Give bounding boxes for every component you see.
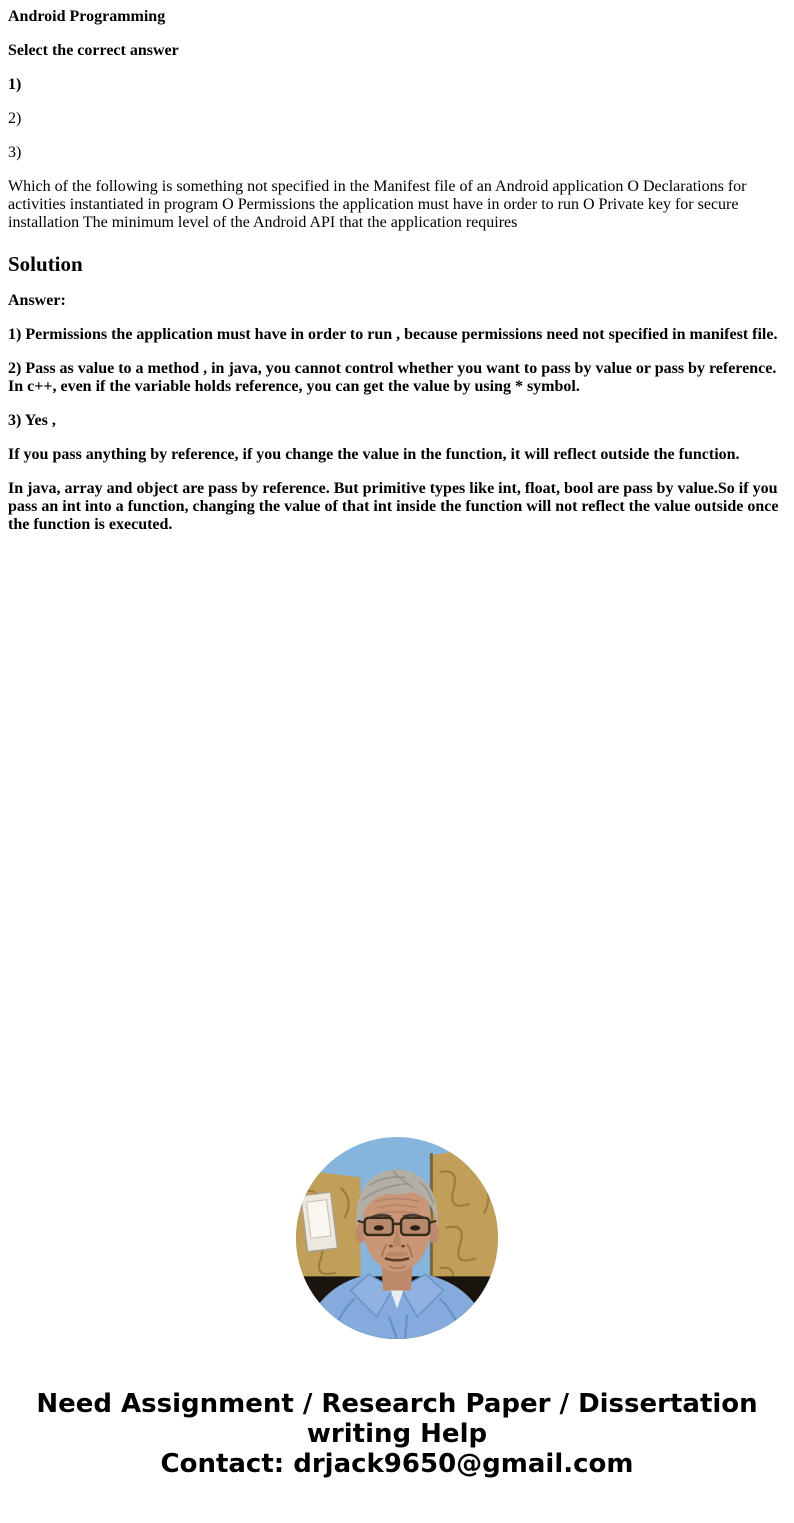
footer-line-1: Need Assignment / Research Paper / Dissertation [36, 1389, 758, 1419]
eye-right [410, 1225, 420, 1230]
option-3-label: 3) [8, 144, 22, 161]
solution-paragraph-4: If you pass anything by reference, if you change the value in the function, it will reflect outside the function. [8, 446, 740, 463]
nostril-right [401, 1245, 405, 1248]
tutor-photo [296, 1137, 498, 1339]
option-1-label: 1) [8, 76, 22, 93]
solution-paragraph-3: 3) Yes , [8, 412, 56, 429]
answer-label: Answer: [8, 292, 66, 309]
option-2-label: 2) [8, 110, 22, 127]
nostril-left [389, 1245, 393, 1248]
footer-banner [8, 1389, 786, 1479]
upper-lip-shadow [386, 1252, 408, 1257]
certificate-frame [301, 1192, 338, 1252]
footer-line-2: writing Help [306, 1419, 488, 1449]
solution-paragraph-1: 1) Permissions the application must have in order to run , because permissions need not specified in manifest file. [8, 326, 778, 343]
solution-heading: Solution [8, 252, 83, 276]
question-body: Which of the following is something not specified in the Manifest file of an Android application O Declarations for activities instantiated in program O Permissions the application must have in order to run O Private key for secure installation The minimum level of the Android API that the application requires [8, 178, 747, 231]
question-subtitle: Select the correct answer [8, 42, 179, 59]
tutor-photo-image [296, 1137, 498, 1339]
solution-paragraph-5: In java, array and object are pass by reference. But primitive types like int, float, bool are pass by value.So if you pass an int into a function, changing the value of that int inside the function will not reflect the value outside once the function is executed. [8, 480, 779, 533]
eye-left [374, 1225, 384, 1230]
solution-paragraph-2: 2) Pass as value to a method , in java, you cannot control whether you want to pass by value or pass by reference. In c++, even if the variable holds reference, you can get the value by using * symbol. [8, 360, 777, 395]
question-title: Android Programming [8, 8, 166, 25]
footer-line-3: Contact: drjack9650@gmail.com [160, 1449, 634, 1479]
